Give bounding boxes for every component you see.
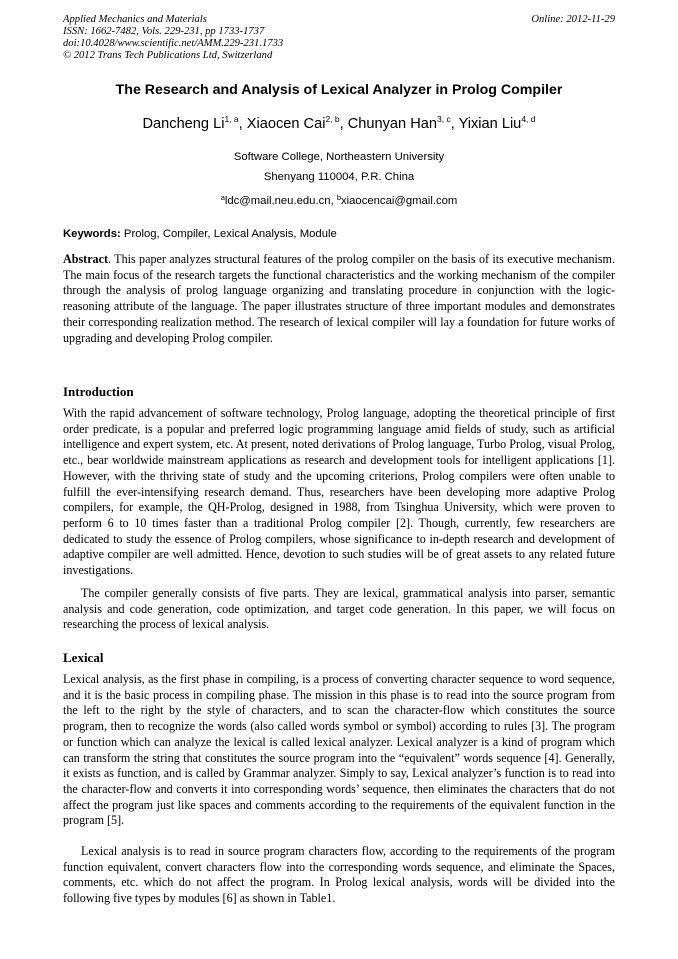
author-name: Dancheng Li — [142, 116, 225, 132]
email-link[interactable]: ldc@mail.neu.edu.cn, — [224, 195, 337, 207]
section-heading-lexical: Lexical — [63, 650, 104, 665]
keywords — [63, 228, 615, 240]
affiliation-institution: Software College, Northeastern University — [233, 151, 445, 163]
affiliation-address: Shenyang 110004, P.R. China — [263, 171, 415, 183]
copyright-line: © 2012 Trans Tech Publications Ltd, Switzerland — [63, 50, 273, 61]
journal-header — [63, 14, 615, 62]
section-heading-introduction: Introduction — [63, 384, 134, 399]
author-name: Chunyan Han — [347, 116, 437, 132]
author-affiliation-mark: 2, b — [325, 114, 340, 124]
author-emails — [63, 193, 615, 207]
abstract-label: Abstract — [63, 252, 109, 266]
online-date: Online: 2012-11-29 — [531, 14, 615, 25]
introduction-paragraph: With the rapid advancement of software technology, Prolog language, adopting the theoretical principle of first order predicate, is a popular and preferred logic programming language amid fields of study, such as artificial intelligence and expert system, etc. At present, noted derivations of Prolog language, Turbo Prolog, visual Prolog, etc., bear worldwide mainstream applications as research and development tools for intelligent applications [1]. However, with the thriving state of study and the upcoming criterions, Prolog compilers were often unable to fulfill the ever-intensifying research demand. Thus, researchers have been developing more adaptive Prolog compilers, for example, the QH-Prolog, designed in 1988, from Tsinghua University, which were proven to perform 6 to 10 times faster than a traditional Prolog compiler [2]. Though, currently, few researchers are dedicated to study the essence of Prolog compilers, whose significance to in-depth research and development of adaptive compiler are well admitted. Hence, devotion to such studies will be of great assets to any related future investigations. — [63, 406, 615, 578]
email-mark: a — [220, 193, 225, 202]
author-affiliation-mark: 3, c — [437, 114, 451, 124]
author-separator: , — [450, 116, 459, 132]
author-separator: , — [339, 116, 348, 132]
paper-title: The Research and Analysis of Lexical Analyzer in Prolog Compiler — [115, 82, 563, 98]
issn-line: ISSN: 1662-7482, Vols. 229-231, pp 1733-1737 — [63, 26, 265, 37]
introduction-paragraph: The compiler generally consists of five parts. They are lexical, grammatical analysis into parser, semantic analysis and code generation, code optimization, and target code generation. In this paper, we will focus on researching the process of lexical analysis. — [63, 586, 615, 632]
keywords-label: Keywords: — [63, 228, 121, 240]
author-name: Xiaocen Cai — [246, 116, 326, 132]
abstract — [63, 252, 615, 346]
author-affiliation-mark: 4, d — [521, 114, 536, 124]
keywords-text: Prolog, Compiler, Lexical Analysis, Module — [120, 228, 337, 240]
lexical-paragraph: Lexical analysis is to read in source program characters flow, according to the requirements of the program function equivalent, convert characters flow into the corresponding words sequence, and eliminate the Spaces, comments, etc. which do not affect the program. In Prolog lexical analysis, words will be divided into the following five types by modules [6] as shown in Table1. — [63, 844, 615, 906]
email-link[interactable]: xiaocencai@gmail.com — [340, 195, 458, 207]
doi-line: doi:10.4028/www.scientific.net/AMM.229-231.1733 — [63, 38, 284, 49]
author-affiliation-mark: 1, a — [224, 114, 239, 124]
email-mark: b — [336, 193, 341, 202]
lexical-paragraph: Lexical analysis, as the first phase in compiling, is a process of converting character sequence to word sequence, and it is the basic process in compiling phase. The mission in this phase is to read into the source program from the left to the right by the style of characters, and to scan the character-flow which constitutes the source program, then to recognize the words (also called words symbol or symbol) according to rules [3]. The program or function which can analyze the lexical is called lexical analyzer. Lexical analyzer is a kind of program which can transform the string that constitutes the source program into the “equivalent” words sequence [4]. Generally, it exists as function, and is called by Grammar analyzer. Simply to say, Lexical analyzer’s function is to read into the character-flow and converts it into corresponding words’ sequence, then eliminates the characters that do not affect the program just like spaces and comments according to the requirements of the equivalent function in the program [5]. — [63, 672, 615, 828]
author-separator: , — [238, 116, 247, 132]
abstract-text: . This paper analyzes structural features of the prolog compiler on the basis of its executive mechanism. The main focus of the research targets the functional characteristics and the working mechanism of the compiler through the analysis of prolog language organizing and translating procedure in conjunction with the logic-reasoning attribute of the language. The paper illustrates structure of three important modules and demonstrates their corresponding realization method. The research of lexical compiler will lay a foundation for future works of upgrading and developing Prolog compiler. — [63, 252, 615, 345]
journal-name: Applied Mechanics and Materials — [63, 14, 207, 25]
author-name: Yixian Liu — [458, 116, 522, 132]
author-list — [63, 114, 615, 132]
